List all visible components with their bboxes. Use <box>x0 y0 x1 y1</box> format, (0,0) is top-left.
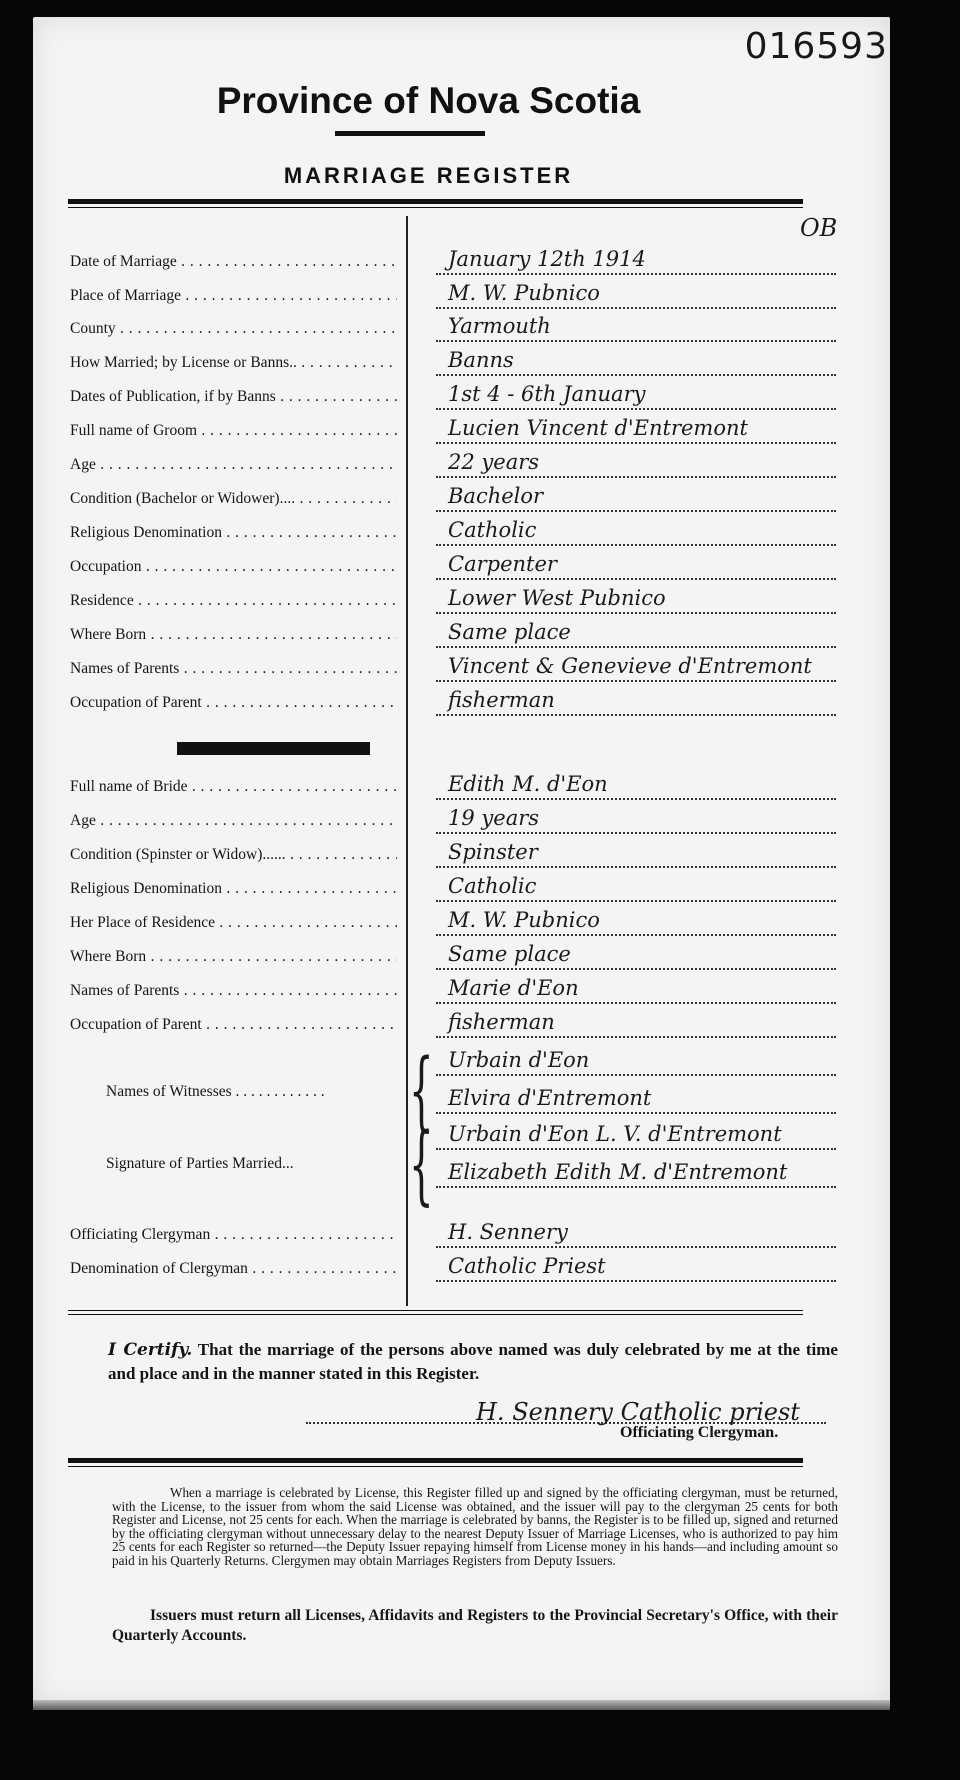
field-label: Officiating Clergyman . . . <box>70 1226 397 1246</box>
field-value: Vincent & Genevieve d'Entremont <box>436 654 836 682</box>
field-label: Where Born . . . <box>70 626 397 646</box>
field-value: Yarmouth <box>436 314 836 342</box>
field-label: Age . . . <box>70 812 397 832</box>
field-value: fisherman <box>436 688 836 716</box>
field-label: Full name of Groom . . . <box>70 422 397 442</box>
field-label: Residence . . . <box>70 592 397 612</box>
field-value: Marie d'Eon <box>436 976 836 1004</box>
field-value: 19 years <box>436 806 836 834</box>
field-value: Catholic <box>436 874 836 902</box>
field-value: Lucien Vincent d'Entremont <box>436 416 836 444</box>
officiant-caption: Officiating Clergyman. <box>620 1424 779 1441</box>
field-label: Her Place of Residence . . . <box>70 914 397 934</box>
field-label: Occupation of Parent . . . <box>70 1016 397 1036</box>
witnesses-brace: { <box>409 1041 434 1141</box>
field-groom-birthplace <box>70 620 830 648</box>
field-groom-name <box>70 416 830 444</box>
field-clergy-denomination <box>70 1254 830 1282</box>
signatures-values <box>436 1122 836 1198</box>
field-bride-age <box>70 806 830 834</box>
field-bride-condition <box>70 840 830 868</box>
document-subtitle: MARRIAGE REGISTER <box>283 163 574 188</box>
field-label: Full name of Bride . . . <box>70 778 397 798</box>
field-label: Condition (Spinster or Widow)...... . . . <box>70 846 397 866</box>
field-value: 1st 4 - 6th January <box>436 382 836 410</box>
field-groom-religion <box>70 518 830 546</box>
witness-1: Urbain d'Eon <box>436 1048 836 1076</box>
field-date-of-marriage <box>70 247 830 275</box>
field-label: Religious Denomination . . . <box>70 880 397 900</box>
field-bride-parents <box>70 976 830 1004</box>
field-county <box>70 314 830 342</box>
field-groom-condition <box>70 484 830 512</box>
field-groom-residence <box>70 586 830 614</box>
field-value: Same place <box>436 942 836 970</box>
field-label: Names of Parents . . . <box>70 660 397 680</box>
field-place-of-marriage <box>70 281 830 309</box>
field-value: fisherman <box>436 1010 836 1038</box>
redaction-bar <box>177 742 370 755</box>
footer-rule <box>68 1458 803 1467</box>
field-value: Catholic <box>436 518 836 546</box>
field-value: 22 years <box>436 450 836 478</box>
field-officiating-clergyman <box>70 1220 830 1248</box>
header-rule <box>68 199 803 208</box>
section-rule <box>68 1310 803 1315</box>
field-label: Condition (Bachelor or Widower).... . . . <box>70 490 397 510</box>
field-label: Where Born . . . <box>70 948 397 968</box>
field-groom-age <box>70 450 830 478</box>
field-groom-parents <box>70 654 830 682</box>
field-value: Carpenter <box>436 552 836 580</box>
title-underline <box>335 131 485 136</box>
field-label: Place of Marriage . . . <box>70 287 397 307</box>
margin-initials: OB <box>800 214 838 242</box>
field-value: M. W. Pubnico <box>436 281 836 309</box>
officiant-signature: H. Sennery Catholic priest <box>306 1398 826 1424</box>
signatures-label: Signature of Parties Married... <box>106 1155 294 1172</box>
field-how-married <box>70 348 830 376</box>
field-label: Occupation . . . <box>70 558 397 578</box>
field-dates-of-publication <box>70 382 830 410</box>
field-label: Religious Denomination . . . <box>70 524 397 544</box>
field-groom-occupation <box>70 552 830 580</box>
field-value: M. W. Pubnico <box>436 908 836 936</box>
signature-2: Elizabeth Edith M. d'Entremont <box>436 1160 836 1188</box>
field-label: Occupation of Parent . . . <box>70 694 397 714</box>
field-label: How Married; by License or Banns.. . . . <box>70 354 397 374</box>
signature-1: Urbain d'Eon L. V. d'Entremont <box>436 1122 836 1150</box>
field-value: January 12th 1914 <box>436 247 836 275</box>
field-label: Denomination of Clergyman . . . <box>70 1260 397 1280</box>
document-title: Province of Nova Scotia <box>216 80 641 121</box>
issuers-paragraph: Issuers must return all Licenses, Affidavits and Registers to the Provincial Secretary's Office, with their Quarterly Accounts. <box>112 1607 838 1644</box>
certification-text <box>108 1338 838 1386</box>
field-value: Same place <box>436 620 836 648</box>
field-bride-birthplace <box>70 942 830 970</box>
field-value: Banns <box>436 348 836 376</box>
witness-2: Elvira d'Entremont <box>436 1086 836 1114</box>
field-bride-residence <box>70 908 830 936</box>
field-label: Date of Marriage . . . <box>70 253 397 273</box>
field-label: Age . . . <box>70 456 397 476</box>
column-divider <box>406 216 408 1306</box>
field-bride-name <box>70 772 830 800</box>
instructions-paragraph: When a marriage is celebrated by License, this Register filled up and signed by the officiating clergyman, must be returned, with the License, to the issuer from whom the said License was obtained, and the issuer will pay to the clergyman 25 cents for both Register and License, not 25 cents for each. When the marriage is celebrated by banns, the Register is to be filled up, signed and returned by the officiating clergyman without unnecessary delay to the nearest Deputy Issuer of Marriage Licenses, who is authorized to pay him 25 cents for each Register so returned—the Deputy Issuer repaying himself from License money in his hands—and including amount so paid in his Quarterly Returns. Clergymen may obtain Marriages Registers from Deputy Issuers. <box>112 1485 838 1568</box>
field-bride-religion <box>70 874 830 902</box>
field-value: Lower West Pubnico <box>436 586 836 614</box>
field-value: Catholic Priest <box>436 1254 836 1282</box>
field-bride-parent-occupation <box>70 1010 830 1038</box>
sheet-edge <box>33 1700 890 1710</box>
field-label: County . . . <box>70 320 397 340</box>
field-value: Bachelor <box>436 484 836 512</box>
witnesses-values <box>436 1048 836 1124</box>
witnesses-label: Names of Witnesses . . . <box>106 1083 325 1101</box>
field-value: Edith M. d'Eon <box>436 772 836 800</box>
field-value: Spinster <box>436 840 836 868</box>
certify-body: That the marriage of the persons above named was duly celebrated by me at the time and place and in the manner stated in this Register. <box>108 1340 838 1383</box>
field-label: Dates of Publication, if by Banns . . . <box>70 388 397 408</box>
field-label: Names of Parents . . . <box>70 982 397 1002</box>
field-groom-parent-occupation <box>70 688 830 716</box>
register-number: 016593 <box>744 26 888 67</box>
signatures-brace: { <box>409 1115 434 1215</box>
certify-heading: I Certify. <box>108 1340 193 1360</box>
field-value: H. Sennery <box>436 1220 836 1248</box>
